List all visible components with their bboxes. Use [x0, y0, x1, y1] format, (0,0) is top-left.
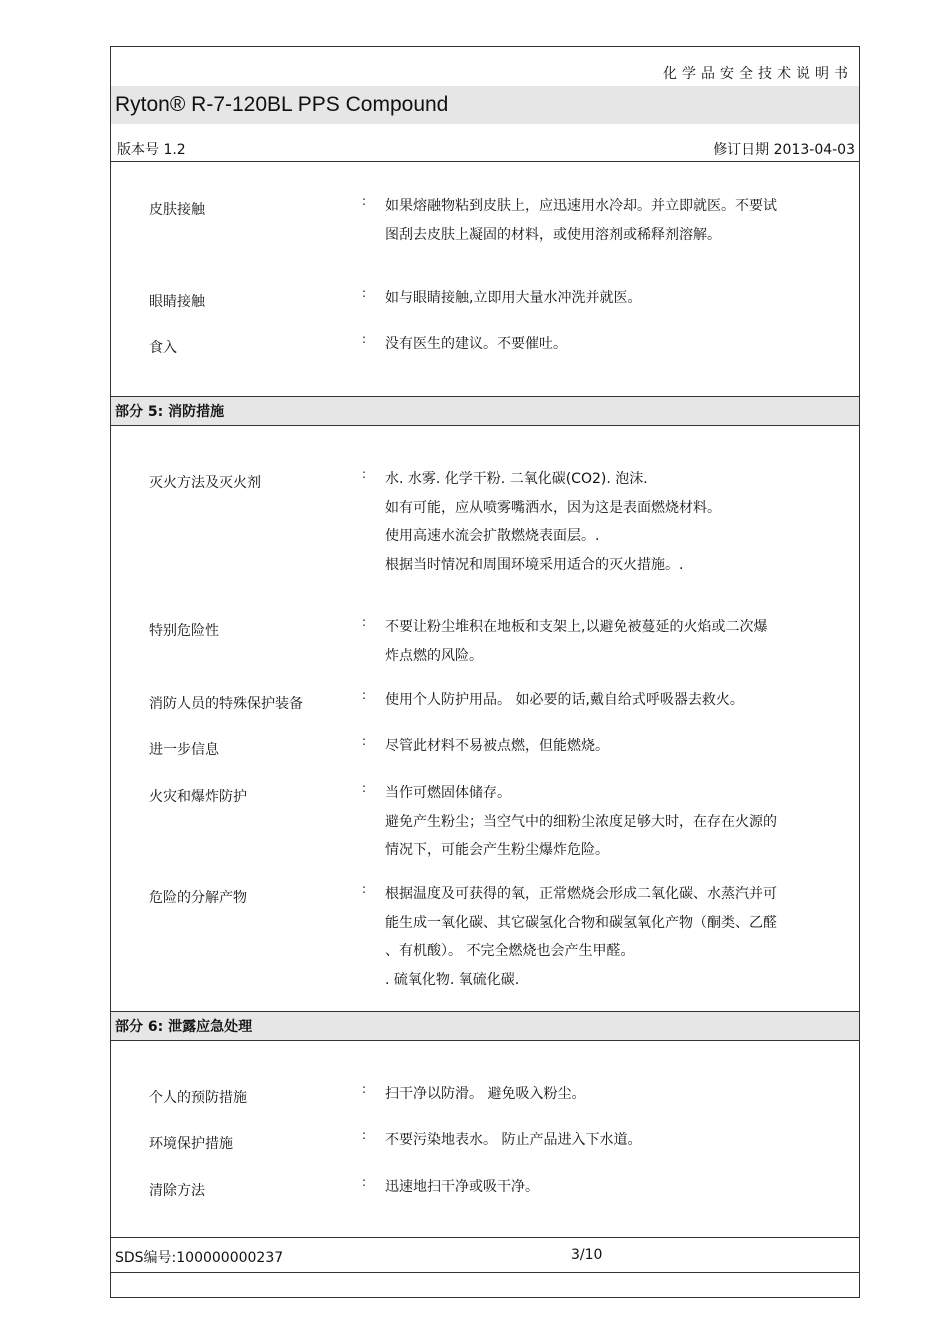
row-label: 清除方法 — [149, 1183, 205, 1199]
row-value: 没有医生的建议。不要催吐。 — [385, 336, 567, 352]
section-5-header: 部分 5: 消防措施 — [111, 396, 859, 426]
version-number: 版本号 1.2 — [117, 142, 186, 158]
row-label: 个人的预防措施 — [149, 1090, 247, 1106]
row-colon: : — [362, 1082, 367, 1096]
row-value: 当作可燃固体储存。 避免产生粉尘；当空气中的细粉尘浓度足够大时，在存在火源的 情况下，可能会产生粉尘爆炸危险。 — [385, 785, 777, 858]
header-divider — [111, 161, 859, 162]
document-type: 化学品安全技术说明书 — [663, 66, 853, 82]
footer-bottom-divider — [111, 1272, 859, 1273]
row-colon: : — [362, 781, 367, 795]
row-colon: : — [362, 332, 367, 346]
row-colon: : — [362, 688, 367, 702]
row-colon: : — [362, 286, 367, 300]
row-colon: : — [362, 1175, 367, 1189]
row-value: 使用个人防护用品。 如必要的话,戴自给式呼吸器去救火。 — [385, 692, 744, 708]
row-colon: : — [362, 467, 367, 481]
row-value: 不要让粉尘堆积在地板和支架上,以避免被蔓延的火焰或二次爆 炸点燃的风险。 — [385, 619, 768, 664]
row-value: 不要污染地表水。 防止产品进入下水道。 — [385, 1132, 642, 1148]
row-colon: : — [362, 194, 367, 208]
row-label: 危险的分解产物 — [149, 890, 247, 906]
row-label: 火灾和爆炸防护 — [149, 789, 247, 805]
row-colon: : — [362, 615, 367, 629]
row-value: 根据温度及可获得的氧，正常燃烧会形成二氧化碳、水蒸汽并可 能生成一氧化碳、其它碳氢化合物和碳氢氧化产物（酮类、乙醛 、有机酸）。 不完全燃烧也会产生甲醛。 . 硫氧化物. 氧硫化碳. — [385, 886, 777, 988]
revision-date: 修订日期 2013-04-03 — [713, 142, 855, 158]
row-colon: : — [362, 1128, 367, 1142]
row-label: 特别危险性 — [149, 623, 219, 639]
row-label: 进一步信息 — [149, 742, 219, 758]
row-colon: : — [362, 882, 367, 896]
row-label: 皮肤接触 — [149, 202, 205, 218]
product-title: Ryton® R-7-120BL PPS Compound — [111, 86, 859, 124]
row-value: 如与眼睛接触,立即用大量水冲洗并就医。 — [385, 290, 642, 306]
row-label: 环境保护措施 — [149, 1136, 233, 1152]
row-label: 消防人员的特殊保护装备 — [149, 696, 303, 712]
row-label: 灭火方法及灭火剂 — [149, 475, 261, 491]
row-label: 眼睛接触 — [149, 294, 205, 310]
row-value: 尽管此材料不易被点燃，但能燃烧。 — [385, 738, 609, 754]
row-value: 水. 水雾. 化学干粉. 二氧化碳(CO2). 泡沫. 如有可能，应从喷雾嘴洒水，因为这是表面燃烧材料。 使用高速水流会扩散燃烧表面层。. 根据当时情况和周围环境采用适合的灭火措施。. — [385, 471, 721, 573]
row-colon: : — [362, 734, 367, 748]
section-6-header: 部分 6: 泄露应急处理 — [111, 1011, 859, 1041]
row-value: 迅速地扫干净或吸干净。 — [385, 1179, 539, 1195]
row-value: 如果熔融物粘到皮肤上，应迅速用水冷却。并立即就医。不要试 图刮去皮肤上凝固的材料，或使用溶剂或稀释剂溶解。 — [385, 198, 777, 243]
footer-divider — [111, 1237, 859, 1238]
page-number: 3/10 — [571, 1247, 603, 1263]
sds-number: SDS编号:100000000237 — [115, 1250, 284, 1266]
row-label: 食入 — [149, 340, 177, 356]
row-value: 扫干净以防滑。 避免吸入粉尘。 — [385, 1086, 586, 1102]
sds-page — [110, 46, 860, 1298]
